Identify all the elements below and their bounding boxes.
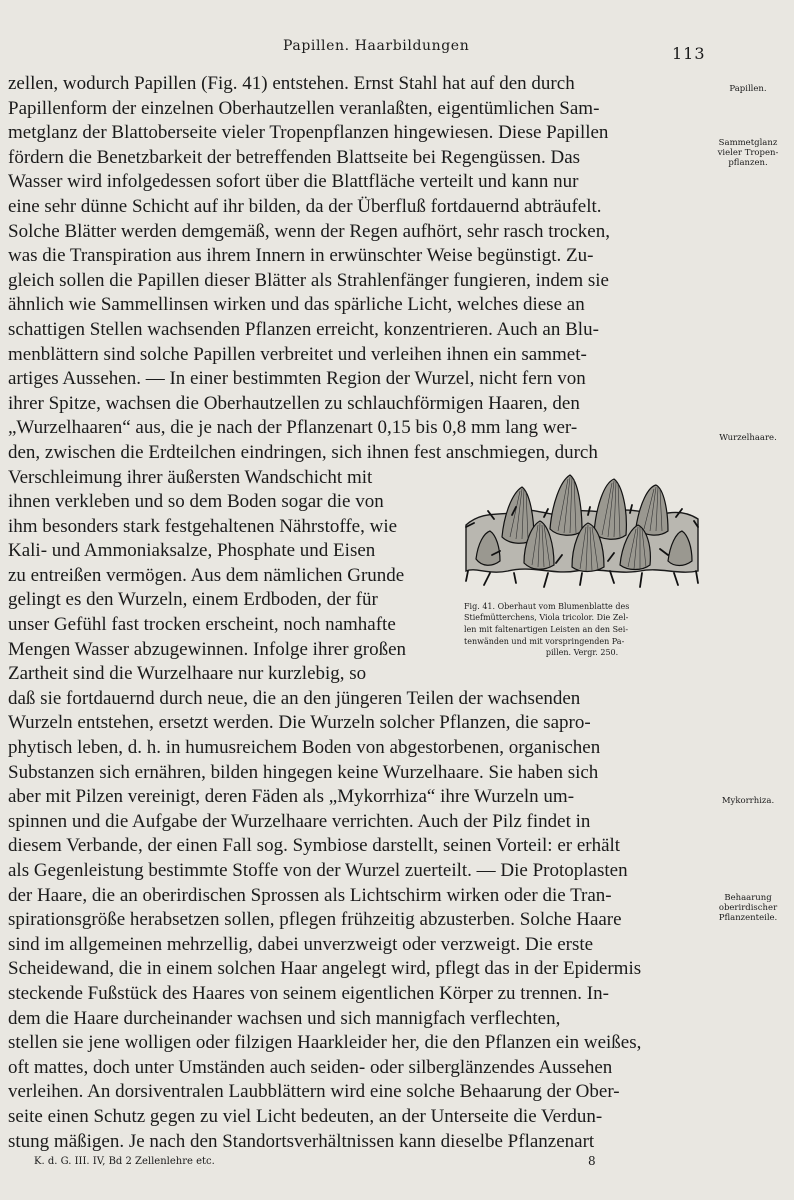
text-line: gleich sollen die Papillen dieser Blätter als Strahlenfänger fungieren, indem sie bbox=[8, 269, 609, 291]
margin-note-behaarung bbox=[704, 893, 792, 923]
text-line: dem die Haare durcheinander wachsen und sich mannigfach verflechten, bbox=[8, 1007, 561, 1029]
caption-line: pillen. Vergr. 250. bbox=[545, 648, 619, 658]
text-line: als Gegenleistung bestimmte Stoffe von der Wurzel zuerteilt. — Die Protoplasten bbox=[8, 860, 628, 881]
caption-line: Fig. 41. Oberhaut vom Blumenblatte des bbox=[464, 601, 630, 611]
text-line: ihrer Spitze, wachsen die Oberhautzellen zu schlauchförmigen Haaren, den bbox=[8, 392, 580, 414]
text-line: zu entreißen vermögen. Aus dem nämlichen Grunde bbox=[8, 564, 405, 586]
text-line: fördern die Benetzbarkeit der betreffenden Blattseite bei Regengüssen. Das bbox=[8, 146, 581, 168]
text-line: Solche Blätter werden demgemäß, wenn der Regen aufhört, sehr rasch trocken, bbox=[8, 220, 610, 242]
figure-41 bbox=[464, 467, 700, 677]
text-line: Mengen Wasser abzugewinnen. Infolge ihrer großen bbox=[8, 638, 407, 660]
text-line: aber mit Pilzen vereinigt, deren Fäden als „Mykorrhiza“ ihre Wurzeln um- bbox=[8, 786, 575, 808]
page-number: 113 bbox=[672, 44, 706, 63]
text-line: ihm besonders stark festgehaltenen Nährstoffe, wie bbox=[8, 515, 398, 537]
text-line: schattigen Stellen wachsenden Pflanzen erreicht, konzentrieren. Auch an Blu- bbox=[8, 318, 599, 340]
margin-note-line: Pflanzenteile. bbox=[718, 913, 778, 923]
text-line: eine sehr dünne Schicht auf ihr bilden, da der Überfluß fortdauernd abträufelt. bbox=[8, 195, 602, 217]
text-line: menblättern sind solche Papillen verbreitet und verleihen ihnen ein sammet- bbox=[8, 343, 587, 365]
footer-reference: K. d. G. III. IV, Bd 2 Zellenlehre etc. bbox=[34, 1156, 215, 1167]
caption-line: tenwänden und mit vorspringenden Pa- bbox=[464, 636, 625, 646]
text-line: artiges Aussehen. — In einer bestimmten Region der Wurzel, nicht fern von bbox=[8, 368, 586, 390]
margin-note-line: Sammetglanz bbox=[718, 138, 778, 148]
text-line: den, zwischen die Erdteilchen eindringen, sich ihnen fest anschmiegen, durch bbox=[8, 441, 598, 463]
figure-caption bbox=[464, 601, 700, 660]
text-line: sind im allgemeinen mehrzellig, dabei unverzweigt oder verzweigt. Die erste bbox=[8, 933, 594, 955]
margin-note-wurzelhaare: Wurzelhaare. bbox=[719, 433, 777, 443]
margin-note-line: pflanzen. bbox=[728, 158, 768, 168]
text-line: unser Gefühl fast trocken erscheint, noch namhafte bbox=[8, 614, 396, 636]
caption-line: Stiefmütterchens, Viola tricolor. Die Zel- bbox=[464, 613, 629, 623]
running-title: Papillen. Haarbildungen bbox=[283, 38, 470, 54]
text-line: spinnen und die Aufgabe der Wurzelhaare verrichten. Auch der Pilz findet in bbox=[8, 810, 591, 832]
margin-note-papillen: Papillen. bbox=[729, 84, 767, 94]
margin-note-line: oberirdischer bbox=[718, 903, 778, 913]
text-line: zellen, wodurch Papillen (Fig. 41) entstehen. Ernst Stahl hat auf den durch bbox=[8, 73, 575, 94]
text-line: gelingt es den Wurzeln, einem Erdboden, der für bbox=[8, 589, 378, 611]
text-line: was die Transpiration aus ihrem Innern in erwünschter Weise begünstigt. Zu- bbox=[8, 245, 594, 267]
text-line: oft mattes, doch unter Umständen auch seiden- oder silberglänzendes Aussehen bbox=[8, 1056, 613, 1078]
text-line: daß sie fortdauernd durch neue, die an den jüngeren Teilen der wachsenden bbox=[8, 687, 581, 709]
text-line: „Wurzelhaaren“ aus, die je nach der Pflanzenart 0,15 bis 0,8 mm lang wer- bbox=[8, 417, 578, 439]
paragraph-mykorrhiza bbox=[8, 687, 700, 1154]
text-line: spirationsgröße herabsetzen sollen, pflegen frühzeitig abzusterben. Solche Haare bbox=[8, 909, 622, 931]
text-line: Zartheit sind die Wurzelhaare nur kurzlebig, so bbox=[8, 663, 367, 685]
margin-note-sammetglanz bbox=[704, 138, 792, 168]
text-line: Wurzeln entstehen, ersetzt werden. Die Wurzeln solcher Pflanzen, die sapro- bbox=[8, 712, 591, 734]
page-footer bbox=[34, 1156, 674, 1172]
text-line: steckende Fußstück des Haares von seinem eigentlichen Körper zu trennen. In- bbox=[8, 982, 609, 1004]
text-line: seite einen Schutz gegen zu viel Licht bedeuten, an der Unterseite die Verdun- bbox=[8, 1105, 603, 1127]
text-line: Kali- und Ammoniaksalze, Phosphate und Eisen bbox=[8, 540, 376, 562]
text-line: der Haare, die an oberirdischen Sprossen als Lichtschirm wirken oder die Tran- bbox=[8, 884, 612, 906]
epidermis-illustration bbox=[464, 467, 700, 597]
text-line: ihnen verkleben und so dem Boden sogar die von bbox=[8, 491, 384, 513]
text-line: ähnlich wie Sammellinsen wirken und das spärliche Licht, welches diese an bbox=[8, 294, 585, 316]
text-line: Papillenform der einzelnen Oberhautzellen veranlaßten, eigentümlichen Sam- bbox=[8, 97, 600, 119]
paragraph-papillen bbox=[8, 72, 700, 466]
text-line: Wasser wird infolgedessen sofort über die Blattfläche verteilt und kann nur bbox=[8, 171, 579, 193]
body-text bbox=[8, 72, 700, 1154]
text-line: verleihen. An dorsiventralen Laubblättern wird eine solche Behaarung der Ober- bbox=[8, 1081, 620, 1103]
text-line: metglanz der Blattoberseite vieler Tropenpflanzen hingewiesen. Diese Papillen bbox=[8, 122, 609, 144]
text-line: stellen sie jene wolligen oder filzigen Haarkleider her, die den Pflanzen ein weißes, bbox=[8, 1032, 642, 1054]
page-header bbox=[0, 38, 794, 62]
margin-note-line: Behaarung bbox=[724, 893, 772, 903]
text-line: Substanzen sich ernähren, bilden hingegen keine Wurzelhaare. Sie haben sich bbox=[8, 761, 599, 783]
margin-note-mykorrhiza: Mykorrhiza. bbox=[721, 796, 775, 806]
caption-line: len mit faltenartigen Leisten an den Sei- bbox=[464, 624, 629, 634]
text-line: stung mäßigen. Je nach den Standortsverhältnissen kann dieselbe Pflanzenart bbox=[8, 1130, 595, 1152]
margin-note-line: vieler Tropen- bbox=[717, 148, 779, 158]
text-line: phytisch leben, d. h. in humusreichem Boden von abgestorbenen, organischen bbox=[8, 737, 601, 759]
signature-mark: 8 bbox=[588, 1154, 596, 1168]
text-line: diesem Verbande, der einen Fall sog. Symbiose darstellt, seinen Vorteil: er erhält bbox=[8, 835, 621, 857]
text-line: Verschleimung ihrer äußersten Wandschicht mit bbox=[8, 466, 373, 488]
text-line: Scheidewand, die in einem solchen Haar angelegt wird, pflegt das in der Epidermis bbox=[8, 958, 642, 980]
